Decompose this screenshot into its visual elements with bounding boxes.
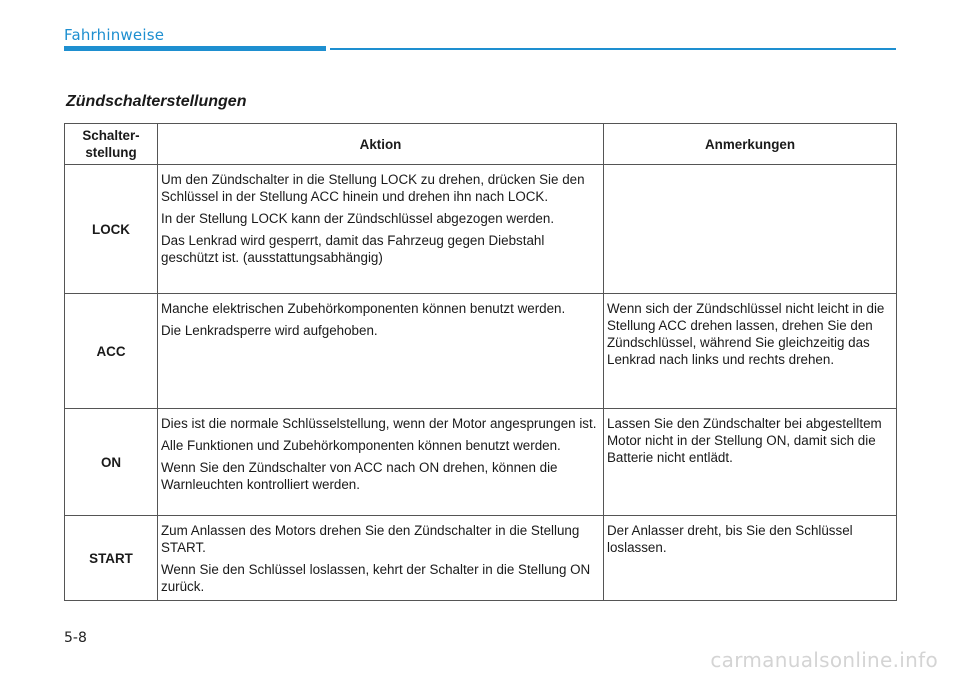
action-text: In der Stellung LOCK kann der Zündschlüssel abgezogen werden. bbox=[161, 211, 555, 226]
action-cell bbox=[158, 294, 604, 409]
action-text: Die Lenkradsperre wird aufgehoben. bbox=[161, 323, 378, 338]
position-cell: START bbox=[65, 516, 158, 601]
action-text: Das Lenkrad wird gesperrt, damit das Fahrzeug gegen Diebstahl geschützt ist. (ausstattungsabhängig) bbox=[161, 233, 545, 265]
table-row bbox=[65, 409, 897, 516]
action-text: Zum Anlassen des Motors drehen Sie den Zündschalter in die Stellung START. bbox=[161, 523, 580, 555]
action-cell bbox=[158, 165, 604, 294]
header-rule-thin bbox=[330, 48, 896, 50]
action-text: Um den Zündschalter in die Stellung LOCK zu drehen, drücken Sie den Schlüssel in der Stellung ACC hinein und drehen ihn nach LOCK. bbox=[161, 172, 585, 204]
table-row bbox=[65, 165, 897, 294]
remarks-cell: Lassen Sie den Zündschalter bei abgestelltem Motor nicht in der Stellung ON, damit sich die Batterie nicht entlädt. bbox=[604, 409, 897, 516]
section-header: Fahrhinweise bbox=[64, 26, 165, 44]
action-cell bbox=[158, 409, 604, 516]
header-action: Aktion bbox=[158, 124, 604, 165]
ignition-positions-table bbox=[64, 123, 897, 601]
action-text: Manche elektrischen Zubehörkomponenten können benutzt werden. bbox=[161, 301, 566, 316]
header-rule-thick bbox=[64, 46, 326, 51]
position-cell: LOCK bbox=[65, 165, 158, 294]
position-cell: ACC bbox=[65, 294, 158, 409]
action-text: Wenn Sie den Schlüssel loslassen, kehrt der Schalter in die Stellung ON zurück. bbox=[161, 562, 591, 594]
watermark: carmanualsonline.info bbox=[710, 648, 938, 672]
position-cell: ON bbox=[65, 409, 158, 516]
page-title: Zündschalterstellungen bbox=[66, 93, 247, 110]
action-cell bbox=[158, 516, 604, 601]
header-remarks: Anmerkungen bbox=[604, 124, 897, 165]
table-row bbox=[65, 294, 897, 409]
remarks-cell: Wenn sich der Zündschlüssel nicht leicht in die Stellung ACC drehen lassen, drehen Sie den Zündschlüssel, während Sie gleichzeitig das Lenkrad nach links und rechts drehen. bbox=[604, 294, 897, 409]
header-position: Schalter-stellung bbox=[65, 124, 158, 165]
action-text: Alle Funktionen und Zubehörkomponenten können benutzt werden. bbox=[161, 438, 561, 453]
remarks-cell bbox=[604, 165, 897, 294]
action-text: Dies ist die normale Schlüsselstellung, wenn der Motor angesprungen ist. bbox=[161, 416, 597, 431]
table-header-row bbox=[65, 124, 897, 165]
table-row bbox=[65, 516, 897, 601]
action-text: Wenn Sie den Zündschalter von ACC nach ON drehen, können die Warnleuchten kontrolliert werden. bbox=[161, 460, 558, 492]
remarks-cell: Der Anlasser dreht, bis Sie den Schlüssel loslassen. bbox=[604, 516, 897, 601]
page-number: 5-8 bbox=[64, 630, 87, 646]
